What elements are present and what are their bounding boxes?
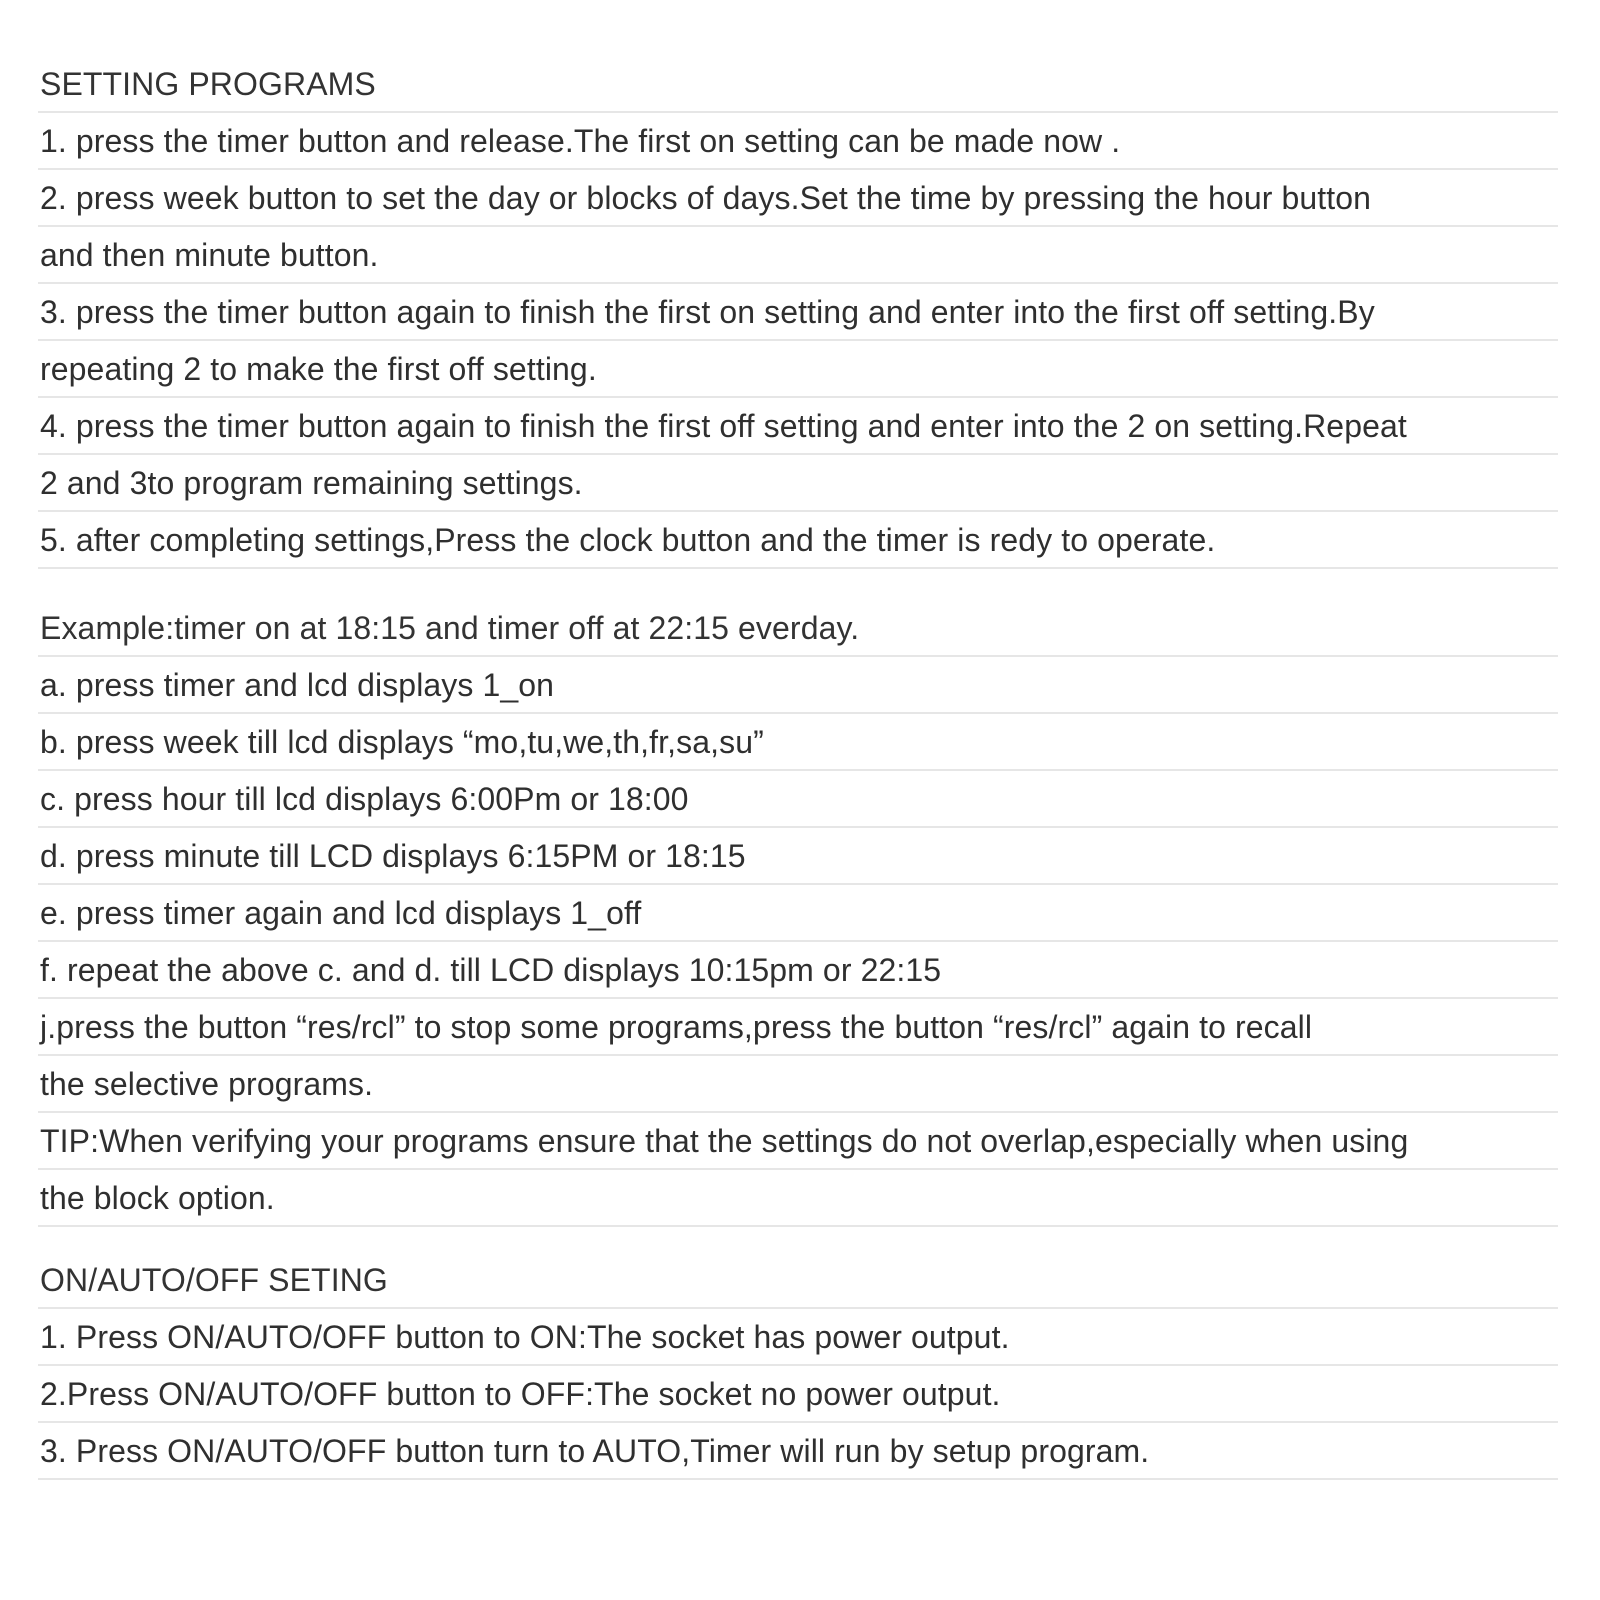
example-step: a. press timer and lcd displays 1_on [38,657,1558,714]
setting-programs-line: 2 and 3to program remaining settings. [38,455,1558,512]
on-auto-off-line: 1. Press ON/AUTO/OFF button to ON:The socket has power output. [38,1309,1558,1366]
setting-programs-section [38,56,1568,569]
setting-programs-line: and then minute button. [38,227,1558,284]
setting-programs-line: 3. press the timer button again to finish the first on setting and enter into the first off setting.By [38,284,1558,341]
example-step: the selective programs. [38,1056,1558,1113]
example-step: j.press the button “res/rcl” to stop some programs,press the button “res/rcl” again to recall [38,999,1558,1056]
on-auto-off-section [38,1252,1568,1480]
example-heading: Example:timer on at 18:15 and timer off at 22:15 everday. [38,600,1558,657]
example-step: d. press minute till LCD displays 6:15PM or 18:15 [38,828,1558,885]
tip-line: TIP:When verifying your programs ensure that the settings do not overlap,especially when using [38,1113,1558,1170]
setting-programs-heading: SETTING PROGRAMS [38,56,1558,113]
example-step: e. press timer again and lcd displays 1_off [38,885,1558,942]
example-step: f. repeat the above c. and d. till LCD displays 10:15pm or 22:15 [38,942,1558,999]
example-step: b. press week till lcd displays “mo,tu,we,th,fr,sa,su” [38,714,1558,771]
setting-programs-line: 4. press the timer button again to finish the first off setting and enter into the 2 on setting.Repeat [38,398,1558,455]
example-step: c. press hour till lcd displays 6:00Pm or 18:00 [38,771,1558,828]
setting-programs-line: 1. press the timer button and release.The first on setting can be made now . [38,113,1558,170]
setting-programs-line: 5. after completing settings,Press the clock button and the timer is redy to operate. [38,512,1558,569]
on-auto-off-heading: ON/AUTO/OFF SETING [38,1252,1558,1309]
tip-line: the block option. [38,1170,1558,1227]
setting-programs-line: 2. press week button to set the day or blocks of days.Set the time by pressing the hour button [38,170,1558,227]
setting-programs-line: repeating 2 to make the first off setting. [38,341,1558,398]
on-auto-off-line: 2.Press ON/AUTO/OFF button to OFF:The socket no power output. [38,1366,1558,1423]
example-section [38,600,1568,1227]
on-auto-off-line: 3. Press ON/AUTO/OFF button turn to AUTO,Timer will run by setup program. [38,1423,1558,1480]
